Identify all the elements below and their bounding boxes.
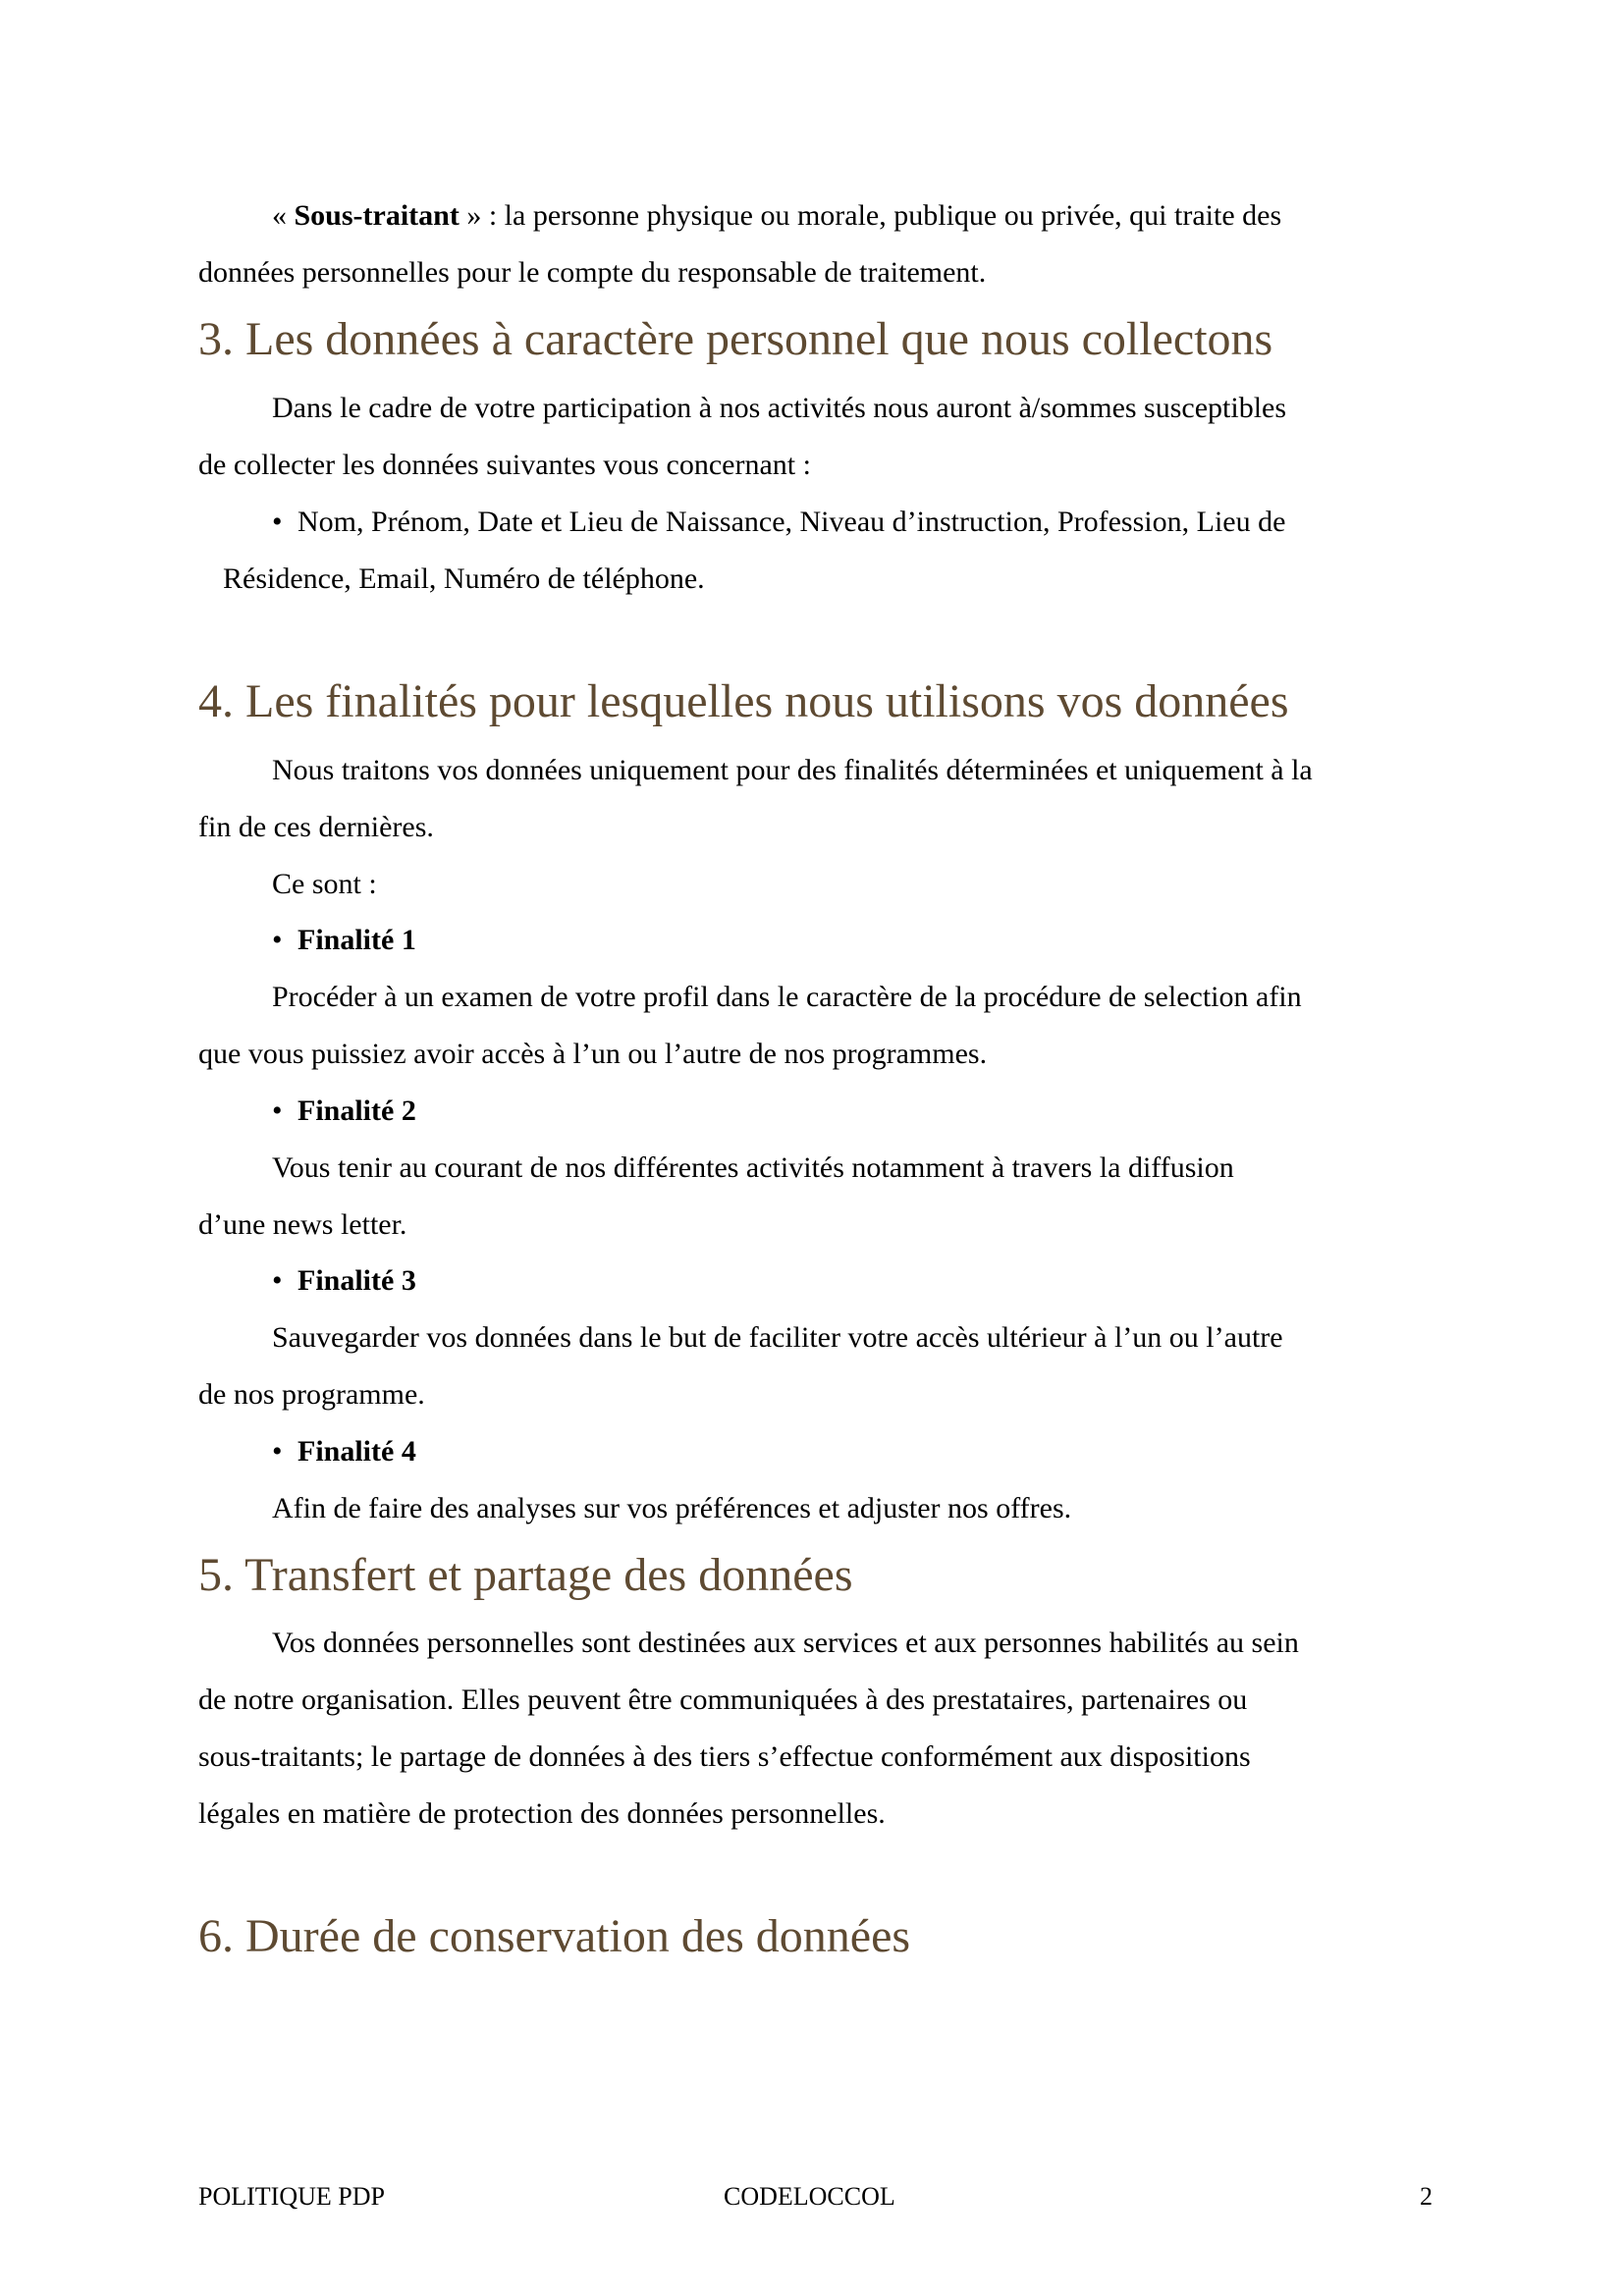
finalite-4-line-1: Afin de faire des analyses sur vos préférences et adjuster nos offres. — [272, 1492, 1072, 1524]
page-number: 2 — [1420, 2182, 1433, 2211]
finalite-3-line-1: Sauvegarder vos données dans le but de faciliter votre accès ultérieur à l’un ou l’autre — [272, 1321, 1283, 1354]
section-3-bullet-line-2: Résidence, Email, Numéro de téléphone. — [223, 562, 705, 595]
section-5-line-1: Vos données personnelles sont destinées aux services et aux personnes habilités au sein — [272, 1627, 1299, 1659]
finalite-title: Finalité 3 — [298, 1264, 416, 1297]
bullet-icon: • — [272, 506, 283, 538]
finalite-2-line-2: d’une news letter. — [198, 1208, 407, 1241]
bullet-icon: • — [272, 1435, 283, 1468]
finalite-1-line-1: Procéder à un examen de votre profil dans le caractère de la procédure de selection afin — [272, 981, 1302, 1013]
definition-text: » : la personne physique ou morale, publique ou privée, qui traite des — [459, 199, 1282, 232]
section-3-bullet — [272, 505, 1285, 540]
bullet-icon: • — [272, 924, 283, 956]
footer-left: POLITIQUE PDP — [198, 2182, 385, 2211]
section-6-heading: 6. Durée de conservation des données — [198, 1910, 911, 1962]
definition-sous-traitant — [272, 198, 1281, 234]
finalite-3-line-2: de nos programme. — [198, 1378, 425, 1411]
term-sous-traitant: Sous-traitant — [294, 199, 460, 232]
section-3-para-line-2: de collecter les données suivantes vous concernant : — [198, 449, 811, 481]
finalite-3-title — [272, 1263, 416, 1299]
section-5-line-4: légales en matière de protection des données personnelles. — [198, 1797, 886, 1830]
section-3-heading: 3. Les données à caractère personnel que nous collectons — [198, 313, 1273, 365]
finalite-4-title — [272, 1434, 416, 1469]
finalite-1-line-2: que vous puissiez avoir accès à l’un ou l’autre de nos programmes. — [198, 1038, 988, 1070]
finalite-title: Finalité 4 — [298, 1435, 416, 1468]
finalite-2-line-1: Vous tenir au courant de nos différentes activités notamment à travers la diffusion — [272, 1151, 1234, 1184]
section-4-heading: 4. Les finalités pour lesquelles nous utilisons vos données — [198, 675, 1289, 727]
finalite-title: Finalité 2 — [298, 1095, 416, 1127]
finalite-title: Finalité 1 — [298, 924, 416, 956]
finalite-2-title — [272, 1094, 416, 1129]
section-4-para-line-1: Nous traitons vos données uniquement pour des finalités déterminées et uniquement à la — [272, 754, 1313, 786]
section-5-line-2: de notre organisation. Elles peuvent être communiquées à des prestataires, partenaires ou — [198, 1683, 1248, 1716]
footer-center: CODELOCCOL — [724, 2182, 895, 2211]
bullet-icon: • — [272, 1095, 283, 1127]
section-3-para-line-1: Dans le cadre de votre participation à nos activités nous auront à/sommes susceptibles — [272, 392, 1287, 424]
definition-line-2: données personnelles pour le compte du responsable de traitement. — [198, 256, 987, 289]
finalite-1-title — [272, 923, 416, 958]
section-5-heading: 5. Transfert et partage des données — [198, 1549, 853, 1601]
bullet-text-line-1: Nom, Prénom, Date et Lieu de Naissance, Niveau d’instruction, Profession, Lieu de — [298, 506, 1286, 538]
section-5-line-3: sous-traitants; le partage de données à des tiers s’effectue conformément aux dispositions — [198, 1740, 1251, 1773]
quote-open: « — [272, 199, 295, 232]
section-4-para-line-2: fin de ces dernières. — [198, 811, 434, 843]
bullet-icon: • — [272, 1264, 283, 1297]
ce-sont: Ce sont : — [272, 868, 377, 900]
